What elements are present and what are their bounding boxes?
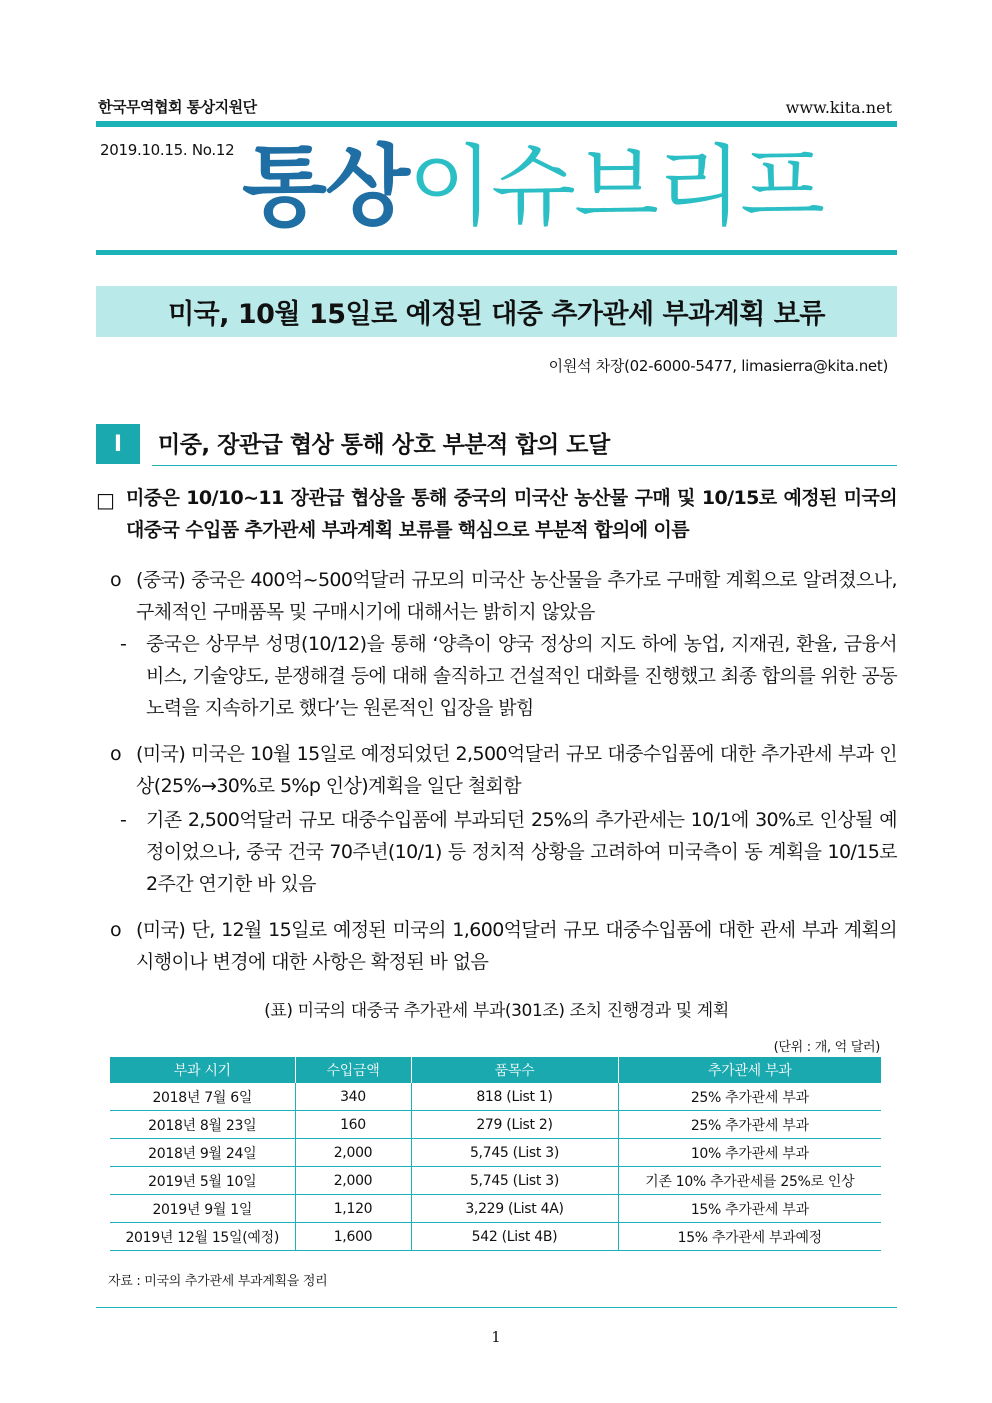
table-cell: 5,745 (List 3): [411, 1167, 618, 1195]
table-cell: 25% 추가관세 부과: [618, 1083, 881, 1111]
table-row: [110, 1139, 881, 1167]
table-source: 자료 : 미국의 추가관세 부과계획을 정리: [108, 1274, 328, 1289]
box-marker: □: [96, 488, 115, 512]
sub-paragraph-1: 중국은 상무부 성명(10/12)을 통해 ‘양측이 양국 정상의 지도 하에 농업, 지재권, 환율, 금융서비스, 기술양도, 분쟁해결 등에 대해 솔직하고 건설적인 대화를 진행했고 최종 합의를 위한 공동 노력을 지속하기로 했다’는 원론적인 입장을 밝힘: [146, 633, 897, 719]
header-rule: [96, 121, 897, 127]
table-cell: 2019년 9월 1일: [110, 1195, 295, 1223]
section-title: 미중, 장관급 협상 통해 상호 부분적 합의 도달: [158, 432, 610, 458]
page-number: 1: [491, 1328, 501, 1346]
table-cell: 10% 추가관세 부과: [618, 1139, 881, 1167]
bullet-marker: o: [110, 743, 122, 765]
table-cell: 542 (List 4B): [411, 1223, 618, 1251]
dash-marker: -: [120, 633, 127, 655]
table-cell: 기존 10% 추가관세를 25%로 인상: [618, 1167, 881, 1195]
brand-rule: [96, 250, 897, 255]
sub-paragraph-2: 기존 2,500억달러 규모 대중수입품에 부과되던 25%의 추가관세는 10/1에 30%로 인상될 예정이었으나, 중국 건국 70주년(10/1) 등 정치적 상황을 고려하여 미국측이 동 계획을 10/15로 2주간 연기한 바 있음: [146, 809, 897, 895]
table-row: [110, 1167, 881, 1195]
box-paragraph: 미중은 10/10~11 장관급 협상을 통해 중국의 미국산 농산물 구매 및 10/15로 예정된 미국의 대중국 수입품 추가관세 부과계획 보류를 핵심으로 부분적 합의에 이름: [126, 487, 897, 541]
author-info: 이원석 차장(02-6000-5477, limasierra@kita.net): [548, 357, 888, 375]
website-url[interactable]: www.kita.net: [785, 98, 892, 117]
table-cell: 279 (List 2): [411, 1111, 618, 1139]
table-cell: 818 (List 1): [411, 1083, 618, 1111]
table-cell: 15% 추가관세 부과예정: [618, 1223, 881, 1251]
table-cell: 2,000: [295, 1167, 411, 1195]
brand-part-2: 이슈브리프: [408, 135, 824, 238]
table-cell: 160: [295, 1111, 411, 1139]
bullet-paragraph-3: (미국) 단, 12월 15일로 예정된 미국의 1,600억달러 규모 대중수입품에 대한 관세 부과 계획의 시행이나 변경에 대한 사항은 확정된 바 없음: [136, 919, 897, 973]
table-header-row: [110, 1057, 881, 1083]
table-row: [110, 1195, 881, 1223]
table-cell: 1,600: [295, 1223, 411, 1251]
table-cell: 2019년 5월 10일: [110, 1167, 295, 1195]
table-cell: 2018년 8월 23일: [110, 1111, 295, 1139]
bullet-marker: o: [110, 569, 122, 591]
table-row: [110, 1223, 881, 1251]
column-header: 부과 시기: [110, 1057, 295, 1083]
column-header: 수입금액: [295, 1057, 411, 1083]
section-number: I: [96, 424, 140, 464]
table-cell: 5,745 (List 3): [411, 1139, 618, 1167]
bullet-marker: o: [110, 919, 122, 941]
column-header: 품목수: [411, 1057, 618, 1083]
table-cell: 2019년 12월 15일(예정): [110, 1223, 295, 1251]
bullet-paragraph-1: (중국) 중국은 400억~500억달러 규모의 미국산 농산물을 추가로 구매할 계획으로 알려졌으나, 구체적인 구매품목 및 구매시기에 대해서는 밝히지 않았음: [136, 569, 897, 623]
issue-date-number: 2019.10.15. No.12: [100, 141, 235, 159]
column-header: 추가관세 부과: [618, 1057, 881, 1083]
table-cell: 2,000: [295, 1139, 411, 1167]
page-title: 미국, 10월 15일로 예정된 대중 추가관세 부과계획 보류: [96, 286, 897, 337]
organization-name: 한국무역협회 통상지원단: [98, 98, 257, 116]
table-cell: 340: [295, 1083, 411, 1111]
table-cell: 25% 추가관세 부과: [618, 1111, 881, 1139]
table-unit: (단위 : 개, 억 달러): [773, 1040, 880, 1055]
table-cell: 2018년 9월 24일: [110, 1139, 295, 1167]
footer-rule: [96, 1307, 897, 1308]
section-rule: [152, 465, 897, 466]
table-row: [110, 1083, 881, 1111]
bullet-paragraph-2: (미국) 미국은 10월 15일로 예정되었던 2,500억달러 규모 대중수입품에 대한 추가관세 부과 인상(25%→30%로 5%p 인상)계획을 일단 철회함: [136, 743, 897, 797]
brand-part-1: 통상: [242, 135, 409, 238]
table-row: [110, 1111, 881, 1139]
table-cell: 15% 추가관세 부과: [618, 1195, 881, 1223]
brand-logo: [242, 132, 823, 242]
table-cell: 1,120: [295, 1195, 411, 1223]
table-cell: 3,229 (List 4A): [411, 1195, 618, 1223]
table-cell: 2018년 7월 6일: [110, 1083, 295, 1111]
dash-marker: -: [120, 809, 127, 831]
table-caption: (표) 미국의 대중국 추가관세 부과(301조) 조치 진행경과 및 계획: [264, 1001, 729, 1021]
tariff-table: [110, 1057, 881, 1251]
